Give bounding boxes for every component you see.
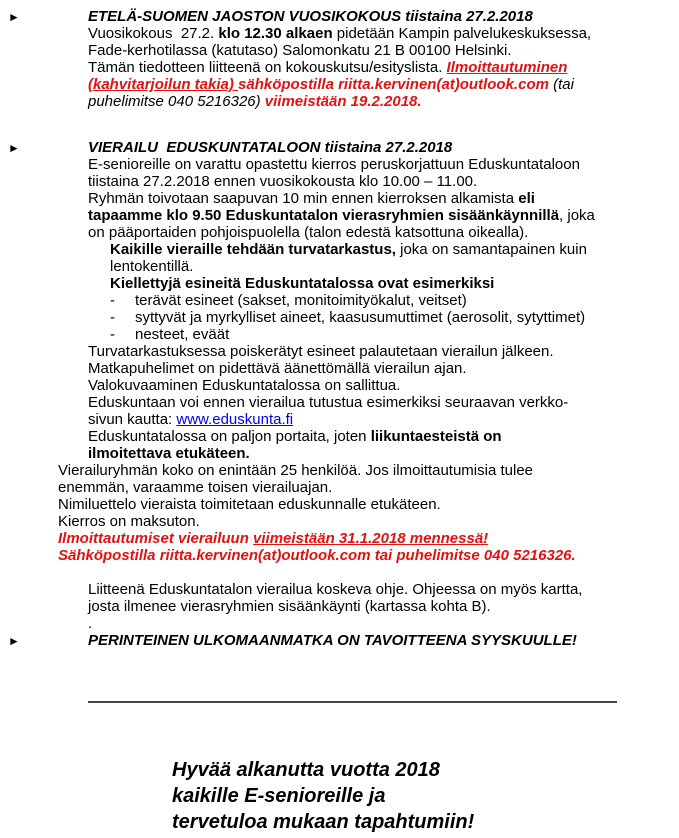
text-run: syttyvät ja myrkylliset aineet, kaasusumuttimet (aerosolit, sytyttimet) [135,309,586,326]
text-run: sähköpostilla riitta.kervinen(at)outlook.com [238,76,549,93]
heading-vuosikokous [8,8,659,25]
text-run: Tämän tiedotteen liitteenä on kokouskutsu/esityslista. [88,59,447,76]
text-run: ETELÄ-SUOMEN JAOSTON VUOSIKOKOUS tiistaina 27.2.2018 [88,8,533,25]
text-line [110,258,659,275]
text-run: Fade-kerhotilassa (katutaso) Salomonkatu 21 B 00100 Helsinki. [88,42,512,59]
text-run: Matkapuhelimet on pidettävä äänettömällä vierailun ajan. [88,360,467,377]
text-line [88,360,659,377]
spacer [88,564,659,581]
text-line [88,207,659,224]
text-line [88,224,659,241]
text-line [110,309,659,326]
text-line [58,479,659,496]
text-line [110,275,659,292]
text-line [88,25,659,42]
text-run: Kaikille vieraille tehdään turvatarkastus, [110,241,396,258]
text-line [58,513,659,530]
closing-greeting-line: Hyvää alkanutta vuotta 2018 [172,759,440,781]
text-line [58,462,659,479]
text-run: Liitteenä Eduskuntatalon vierailua koskeva ohje. Ohjeessa on myös kartta, [88,581,583,598]
text-run: (kahvitarjoilun takia) [88,76,239,93]
spacer [88,110,659,139]
text-line [88,428,659,445]
list-hyphen: - [110,292,115,309]
text-run: Turvatarkastuksessa poiskerätyt esineet palautetaan vierailun jälkeen. [88,343,554,360]
text-run: on pääportaiden pohjoispuolella (talon edestä katsottuna oikealla). [88,224,529,241]
closing-greeting-line: kaikille E-senioreille ja [172,785,386,807]
text-run: tapaamme klo 9.50 Eduskuntatalon vierasryhmien sisäänkäynnillä [88,207,560,224]
arrow-bullet-icon: ► [8,141,20,155]
text-line [88,173,659,190]
closing-greeting-line: tervetuloa mukaan tapahtumiin! [172,811,475,833]
text-run: sivun kautta: [88,411,177,428]
text-line [88,394,659,411]
text-run: klo 12.30 alkaen [218,25,333,42]
text-run: enemmän, varaamme toisen vierailuajan. [58,479,333,496]
text-run: ilmoitettava etukäteen. [88,445,250,462]
text-run: viimeistään 19.2.2018. [264,93,422,110]
text-run: , joka [559,207,595,224]
heading-ulkomaanmatka [8,632,659,649]
text-line [110,292,659,309]
text-run: Sähköpostilla riitta.kervinen(at)outlook.com tai puhelimitse 040 5216326. [58,547,576,564]
text-run: Eduskuntaan voi ennen vierailua tutustua esimerkiksi seuraavan verkko- [88,394,569,411]
text-line [88,581,659,598]
closing-greeting [88,757,659,835]
arrow-bullet-icon: ► [8,10,20,24]
text-run: lentokentillä. [110,258,194,275]
text-line [88,93,659,110]
text-line [88,59,659,76]
text-line [88,190,659,207]
text-run: pidetään Kampin palvelukeskuksessa, [332,25,592,42]
text-line [88,598,659,615]
text-run: Kiellettyjä esineitä Eduskuntatalossa ovat esimerkiksi [110,275,495,292]
text-line [58,496,659,513]
text-run: . [88,615,93,632]
text-run: Valokuvaaminen Eduskuntatalossa on sallittua. [88,377,401,394]
text-run: Nimiluettelo vieraista toimitetaan eduskunnalle etukäteen. [58,496,441,513]
text-run: josta ilmenee vierasryhmien sisäänkäynti (kartassa kohta B). [88,598,491,615]
text-run: Vierailuryhmän koko on enintään 25 henkilöä. Jos ilmoittautumisia tulee [58,462,533,479]
document-body [8,8,659,757]
list-hyphen: - [110,309,115,326]
deadline-contact-line [58,547,659,564]
text-line [88,615,659,632]
text-run: puhelimitse 040 5216326) [88,93,265,110]
text-run: Eduskuntatalossa on paljon portaita, joten [88,428,371,445]
text-run: Vuosikokous 27.2. [88,25,219,42]
text-run: Ryhmän toivotaan saapuvan 10 min ennen kierroksen alkamista [88,190,519,207]
text-run: Kierros on maksuton. [58,513,200,530]
text-run: liikuntaesteistä on [370,428,502,445]
text-run: PERINTEINEN ULKOMAANMATKA ON TAVOITTEENA SYYSKUULLE! [88,632,577,649]
text-run: terävät esineet (sakset, monitoimityökalut, veitset) [135,292,467,309]
text-line [88,411,659,428]
text-line [88,377,659,394]
deadline-notice-line [58,530,659,547]
text-run: VIERAILU EDUSKUNTATALOON tiistaina 27.2.2018 [88,139,453,156]
list-hyphen: - [110,326,115,343]
text-run: eli [518,190,535,207]
text-line [88,76,659,93]
text-line [110,326,659,343]
text-run: (tai [548,76,574,93]
heading-vierailu [8,139,659,156]
text-line [88,42,659,59]
eduskunta-link[interactable]: www.eduskunta.fi [176,411,294,428]
text-run: E-senioreille on varattu opastettu kierros peruskorjattuun Eduskuntataloon [88,156,580,173]
text-run: tiistaina 27.2.2018 ennen vuosikokousta klo 10.00 – 11.00. [88,173,478,190]
text-line [110,241,659,258]
arrow-bullet-icon: ► [8,634,20,648]
spacer [88,703,659,757]
text-run: joka on samantapainen kuin [395,241,587,258]
text-line [88,445,659,462]
text-line [88,343,659,360]
text-run: Ilmoittautumiset vierailuun [58,530,254,547]
text-run: viimeistään 31.1.2018 mennessä! [253,530,489,547]
text-run: nesteet, eväät [135,326,230,343]
text-run: Ilmoittautuminen [446,59,568,76]
text-line [88,156,659,173]
spacer [88,649,659,701]
